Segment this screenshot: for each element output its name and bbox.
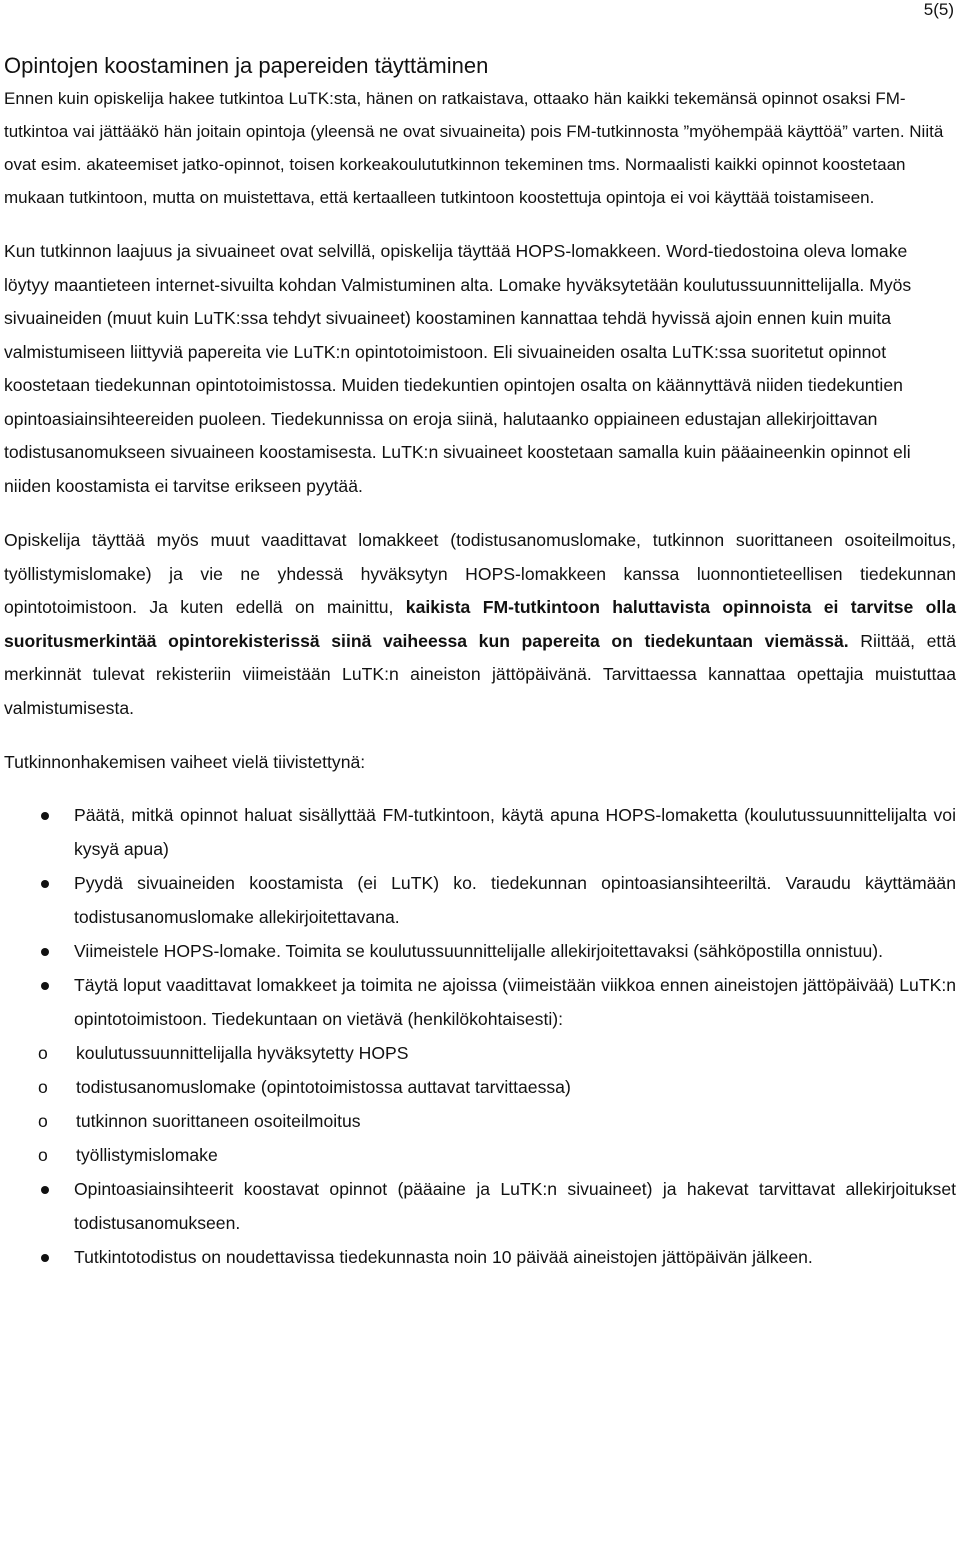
sub-list-item: o todistusanomuslomake (opintotoimistossa auttavat tarvittaessa) [4, 1070, 956, 1104]
list-item: Viimeistele HOPS-lomake. Toimita se koulutussuunnittelijalle allekirjoitettavaksi (sähköpostilla onnistuu). [4, 934, 956, 968]
steps-list [4, 798, 956, 1274]
hops-paragraph: Kun tutkinnon laajuus ja sivuaineet ovat selvillä, opiskelija täyttää HOPS-lomakkeen. Word-tiedostoina oleva lomake löytyy maantieteen internet-sivuilta kohdan Valmistuminen alta. Lomake hyväksytetään koulutussuunnittelijalla. Myös sivuaineiden (muut kuin LuTK:ssa tehdyt sivuaineet) koostaminen kannattaa tehdä hyvissä ajoin ennen kuin muita valmistumiseen liittyviä papereita vie LuTK:n opintotoimistoon. Eli sivuaineiden osalta LuTK:ssa suoritetut opinnot koostetaan tiedekunnan opintotoimistossa. Muiden tiedekuntien opintojen osalta on käännyttävä niiden tiedekuntien opintoasiainsihteereiden puoleen. Tiedekunnissa on eroja siinä, halutaanko oppiaineen edustajan allekirjoittavan todistusanomukseen sivuaineen koostamisesta. LuTK:n sivuaineet koostetaan samalla kuin pääaineenkin opinnot eli niiden koostamista ei tarvitse erikseen pyytää. [4, 241, 912, 496]
intro-text-a: Ennen kuin opiskelija hakee tutkintoa LuTK:sta, hänen on ratkaistava, ottaako hän kaikki tekemänsä opinnot osaksi FM-tutkintoa vai jättääkö hän joitain opintoja (yleensä ne ovat sivuaineita) pois FM-tutkinnosta ”myöhempää käyttöä” varten. Niitä ovat esim. akateemiset jatko-opinnot, toisen korkeakoulututkinnon tekeminen tms. [4, 89, 944, 174]
list-item-text: Täytä loput vaadittavat lomakkeet ja toimita ne ajoissa (viimeistään viikkoa ennen aineistojen jättöpäivää) LuTK:n opintotoimistoon. Tiedekuntaan on vietävä (henkilökohtaisesti): [74, 974, 956, 1029]
sub-list-item: o tutkinnon suorittaneen osoiteilmoitus [4, 1104, 956, 1138]
forms-text-before: Opiskelija täyttää myös muut vaadittavat lomakkeet (todistusanomuslomake, tutkinnon suorittaneen osoiteilmoitus, työllistymislomake) ja vie ne yhdessä hyväksytyn HOPS-lomakkeen kanssa luonnontieteellisen tiedekunnan opintotoimistoon. Ja kuten edellä on mainittu, [4, 530, 956, 617]
list-item: Päätä, mitkä opinnot haluat sisällyttää FM-tutkintoon, käytä apuna HOPS-lomaketta (koulutussuunnittelijalta voi kysyä apua) [4, 798, 956, 866]
forms-paragraph [4, 524, 956, 725]
section-title: Opintojen koostaminen ja papereiden täyttäminen [4, 53, 489, 78]
page-number: 5(5) [923, 0, 954, 19]
list-item: Tutkintotodistus on noudettavissa tiedekunnasta noin 10 päivää aineistojen jättöpäivän jälkeen. [4, 1240, 956, 1274]
summary-heading: Tutkinnonhakemisen vaiheet vielä tiivistettynä: [4, 752, 366, 772]
document-body [4, 50, 956, 1274]
sub-list-item: o työllistymislomake [4, 1138, 956, 1172]
list-item: Pyydä sivuaineiden koostamista (ei LuTK) ko. tiedekunnan opintoasiansihteeriltä. Varaudu käyttämään todistusanomuslomake allekirjoitettavana. [4, 866, 956, 934]
sub-list-item: o koulutussuunnittelijalla hyväksytetty HOPS [4, 1036, 956, 1070]
list-item [4, 968, 956, 1172]
forms-text-bold: kaikista FM-tutkintoon haluttavista opinnoista ei tarvitse olla suoritusmerkintää opintorekisterissä siinä vaiheessa kun papereita on tiedekuntaan viemässä. [4, 597, 956, 651]
forms-text-after: Riittää, että merkinnät tulevat rekisteriin viimeistään LuTK:n aineiston jättöpäivänä. Tarvittaessa kannattaa opettajia muistuttaa valmistumisesta. [4, 630, 956, 718]
intro-text-b: Normaalisti kaikki opinnot koostetaan mukaan tutkintoon, mutta on muistettava, että kertaalleen tutkintoon koostettuja opintoja ei voi käyttää toistamiseen. [4, 155, 906, 207]
list-item: Opintoasiainsihteerit koostavat opinnot (pääaine ja LuTK:n sivuaineet) ja hakevat tarvittavat allekirjoitukset todistusanomukseen. [4, 1172, 956, 1240]
intro-paragraph [4, 82, 956, 214]
documents-sublist [4, 1036, 956, 1172]
